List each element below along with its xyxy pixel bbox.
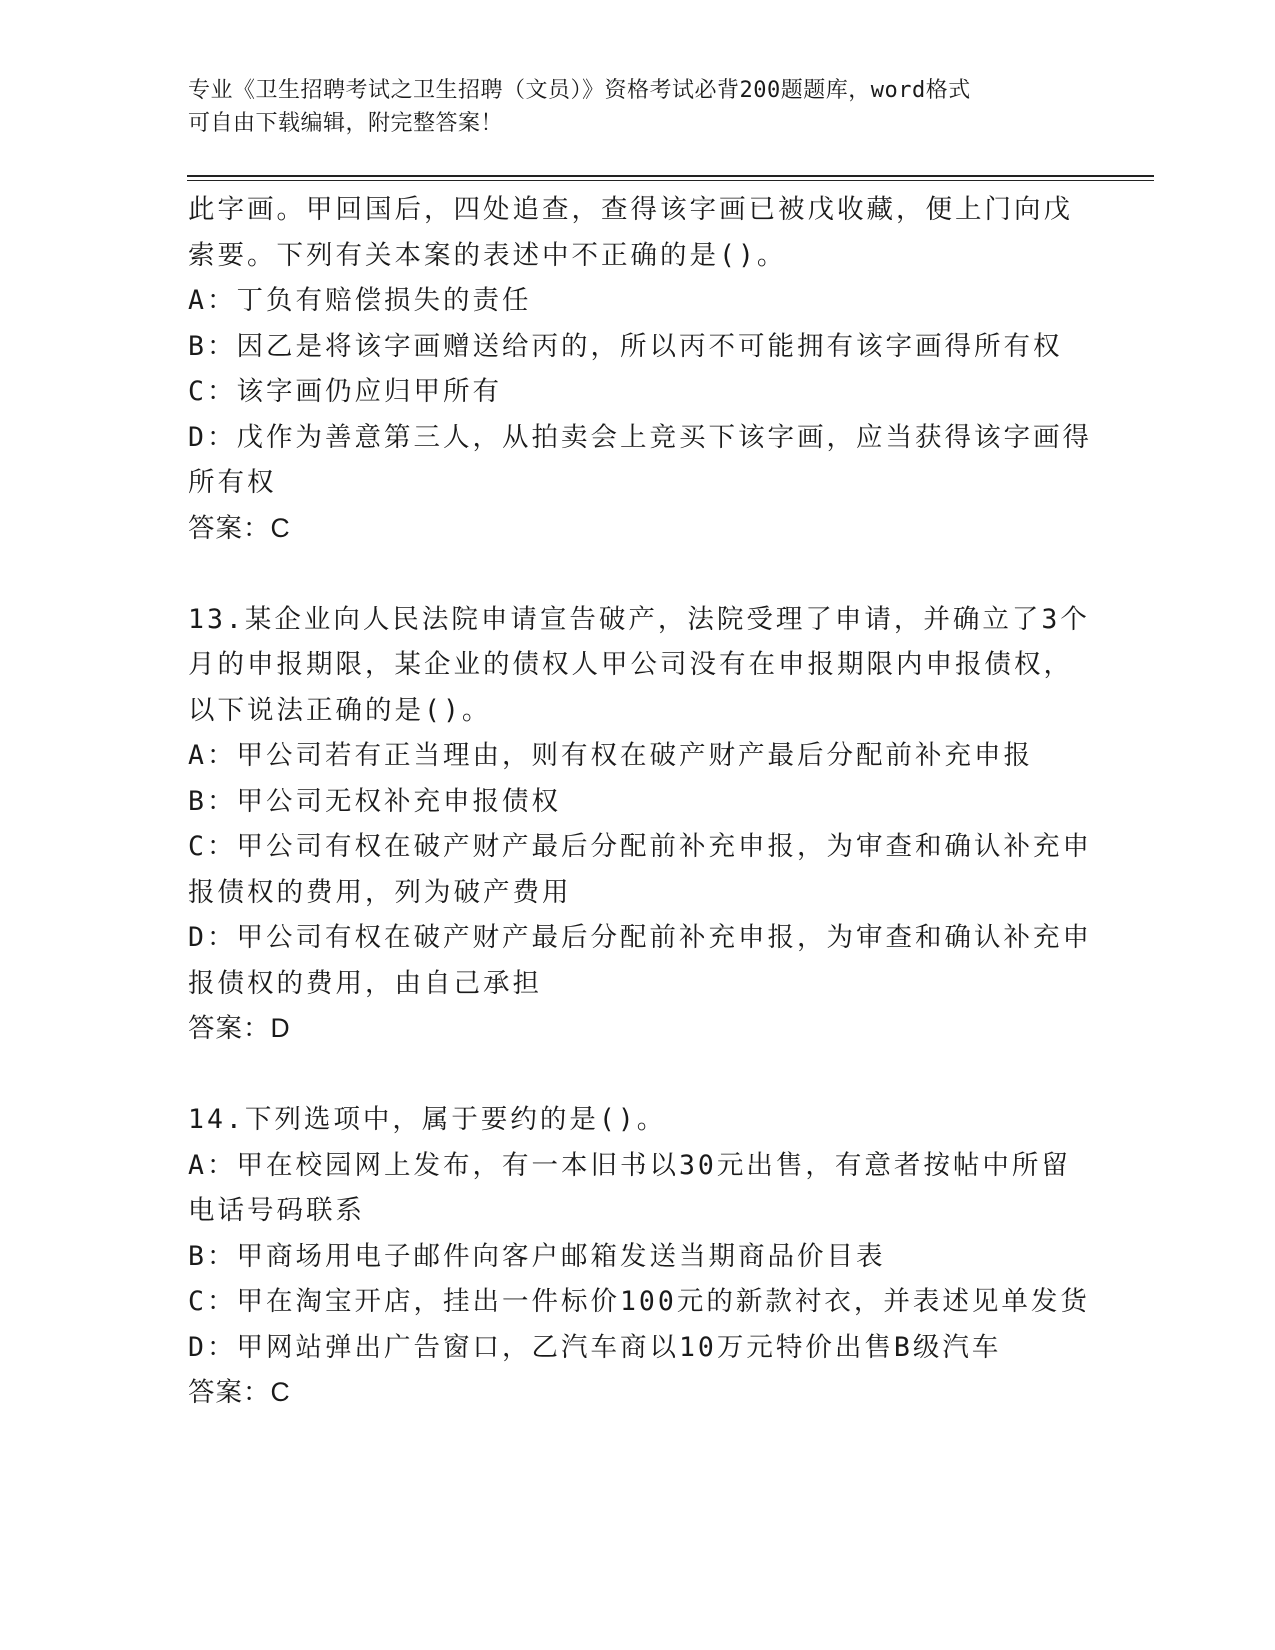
option-d-continued: 所有权: [188, 467, 277, 498]
option-c: C：甲在淘宝开店，挂出一件标价100元的新款衬衣，并表述见单发货: [188, 1286, 1090, 1317]
answer-label: 答案：D: [188, 1013, 291, 1043]
question-stem-line: 以下说法正确的是()。: [188, 694, 492, 726]
option-b: B：甲商场用电子邮件向客户邮箱发送当期商品价目表: [188, 1240, 886, 1272]
option-b: B：甲公司无权补充申报债权: [188, 785, 561, 817]
option-a: A：甲公司若有正当理由，则有权在破产财产最后分配前补充申报: [188, 740, 1033, 771]
option-b: B：因乙是将该字画赠送给丙的，所以丙不可能拥有该字画得所有权: [188, 330, 1063, 362]
answer-label: 答案：C: [188, 1377, 291, 1407]
question-stem-line: 月的申报期限，某企业的债权人甲公司没有在申报期限内申报债权，: [188, 649, 1073, 680]
option-d: D：戊作为善意第三人，从拍卖会上竞买下该字画，应当获得该字画得: [188, 421, 1092, 453]
option-c-continued: 报债权的费用，列为破产费用: [188, 876, 572, 908]
option-a: A：丁负有赔偿损失的责任: [188, 285, 532, 316]
option-a: A：甲在校园网上发布，有一本旧书以30元出售，有意者按帖中所留: [188, 1149, 1071, 1181]
option-a-continued: 电话号码联系: [188, 1195, 365, 1226]
question-content: [188, 187, 1092, 1416]
question-13: [188, 597, 1092, 1052]
question-stem-line: 13.某企业向人民法院申请宣告破产，法院受理了申请，并确立了3个: [188, 603, 1090, 635]
option-c: C：该字画仍应归甲所有: [188, 376, 502, 407]
option-d: D：甲网站弹出广告窗口，乙汽车商以10万元特价出售B级汽车: [188, 1331, 1002, 1363]
option-c: C：甲公司有权在破产财产最后分配前补充申报，为审查和确认补充申: [188, 831, 1092, 862]
question-stem-line: 此字画。甲回国后，四处追查，查得该字画已被戊收藏，便上门向戊: [188, 194, 1073, 225]
option-d: D：甲公司有权在破产财产最后分配前补充申报，为审查和确认补充申: [188, 922, 1092, 953]
question-12-continuation: [188, 187, 1092, 551]
spacer: [188, 1052, 1088, 1098]
answer-label: 答案：C: [188, 512, 291, 543]
header-title-line2: 可自由下载编辑，附完整答案！: [188, 111, 504, 136]
spacer: [188, 551, 1088, 597]
option-d-continued: 报债权的费用，由自己承担: [188, 967, 542, 999]
document-header: [188, 74, 1088, 140]
header-divider: [187, 175, 1154, 181]
header-title-line1: 专业《卫生招聘考试之卫生招聘（文员）》资格考试必背200题题库，word格式: [188, 78, 971, 103]
question-stem-line: 14.下列选项中，属于要约的是()。: [188, 1104, 667, 1135]
question-stem-line: 索要。下列有关本案的表述中不正确的是()。: [188, 239, 787, 271]
question-14: [188, 1097, 1088, 1416]
